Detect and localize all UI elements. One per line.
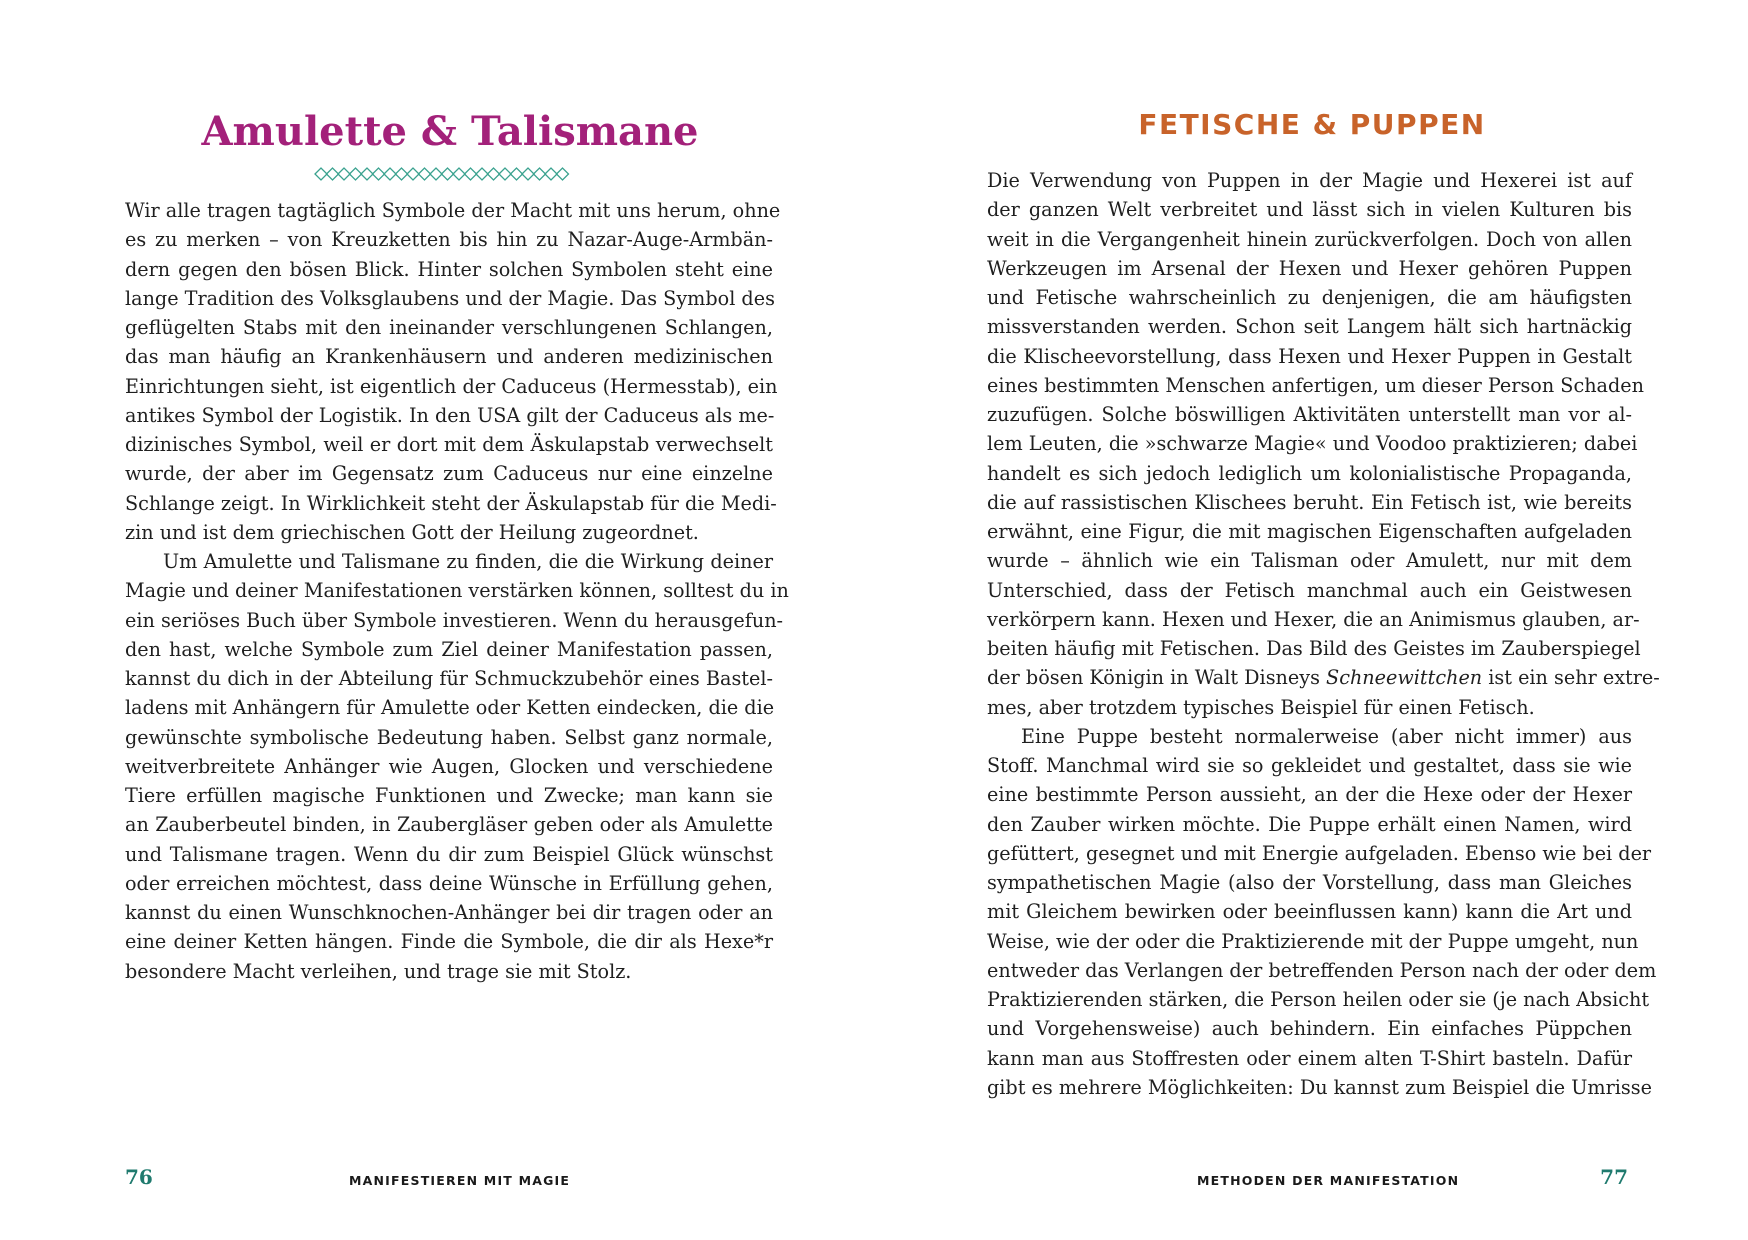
running-head-left: MANIFESTIEREN MIT MAGIE (349, 1173, 571, 1188)
text-line: weit in die Vergangenheit hinein zurückverfolgen. Doch von allen (987, 227, 1632, 251)
text-line: sympathetischen Magie (also der Vorstellung, dass man Gleiches (987, 871, 1632, 894)
ornament-diamond (465, 168, 477, 180)
ornament-diamond (522, 168, 534, 180)
body-text-left (125, 196, 789, 986)
ornament-diamond (384, 168, 396, 180)
text-line: Um Amulette und Talismane zu finden, die die Wirkung deiner (163, 550, 773, 573)
text-line: das man häufig an Krankenhäusern und anderen medizinischen (125, 345, 773, 369)
text-line: oder erreichen möchtest, dass deine Wünsche in Erfüllung gehen, (125, 871, 773, 895)
ornament-diamond (361, 168, 373, 180)
text-line: an Zauberbeutel binden, in Zaubergläser geben oder als Amulette (125, 813, 773, 837)
text-line: geflügelten Stabs mit den ineinander verschlungenen Schlangen, (125, 316, 773, 339)
text-line: und Fetische wahrscheinlich zu denjenigen, die am häufigsten (987, 286, 1632, 309)
text-fragment: der bösen Königin in Walt Disneys (987, 666, 1327, 690)
text-line: die Klischeevorstellung, dass Hexen und Hexer Puppen in Gestalt (987, 344, 1632, 368)
text-line: mit Gleichem bewirken oder beeinflussen kann) kann die Art und (987, 900, 1632, 924)
text-line: wurde – ähnlich wie ein Talisman oder Amulett, nur mit dem (987, 549, 1632, 573)
text-line: zuzufügen. Solche böswilligen Aktivitäten unterstellt man vor al- (987, 403, 1632, 426)
text-line: zin und ist dem griechischen Gott der Heilung zugeordnet. (125, 520, 699, 544)
text-line: kann man aus Stoffresten oder einem alten T-Shirt basteln. Dafür (987, 1046, 1632, 1070)
text-fragment: ist ein sehr extre- (1482, 666, 1660, 690)
page-title-left: Amulette & Talismane (201, 108, 699, 155)
text-line: entweder das Verlangen der betreffenden Person nach der oder dem (987, 958, 1657, 982)
text-line: Tiere erfüllen magische Funktionen und Zwecke; man kann sie (125, 784, 773, 807)
text-line: dizinisches Symbol, weil er dort mit dem Äskulapstab verwechselt (125, 433, 773, 456)
text-line: missverstanden werden. Schon seit Langem hält sich hartnäckig (987, 315, 1632, 339)
ornament-diamond (511, 168, 523, 180)
text-line (987, 663, 1660, 692)
ornament-diamond (407, 168, 419, 180)
text-line: Magie und deiner Manifestationen verstärken können, solltest du in (125, 579, 789, 603)
text-line: Weise, wie der oder die Praktizierende mit der Puppe umgeht, nun (987, 929, 1639, 953)
text-line: Wir alle tragen tagtäglich Symbole der Macht mit uns herum, ohne (125, 199, 781, 222)
text-line: antikes Symbol der Logistik. In den USA gilt der Caduceus als me- (125, 403, 775, 427)
paragraph-2 (125, 547, 789, 986)
text-line: eine bestimmte Person aussieht, an der die Hexe oder der Hexer (987, 783, 1632, 807)
text-line: Praktizierenden stärken, die Person heilen oder sie (je nach Absicht (987, 988, 1650, 1011)
text-line: und Talismane tragen. Wenn du dir zum Beispiel Glück wünschst (125, 842, 773, 866)
ornament-diamond (430, 168, 442, 180)
text-line: gibt es mehrere Möglichkeiten: Du kannst zum Beispiel die Umrisse (987, 1075, 1652, 1099)
text-line: den hast, welche Symbole zum Ziel deiner Manifestation passen, (125, 637, 773, 661)
text-line: verkörpern kann. Hexen und Hexer, die an Animismus glauben, ar- (987, 607, 1640, 631)
page-number-left: 76 (125, 1165, 153, 1189)
paragraph-1 (987, 166, 1660, 722)
ornament-diamond (327, 168, 339, 180)
text-line: Einrichtungen sieht, ist eigentlich der Caduceus (Hermesstab), ein (125, 374, 778, 398)
text-line: beiten häufig mit Fetischen. Das Bild des Geistes im Zauberspiegel (987, 637, 1641, 660)
book-title: Schneewittchen (1326, 666, 1483, 690)
text-line: gewünschte symbolische Bedeutung haben. Selbst ganz normale, (125, 725, 773, 749)
page-title-right: FETISCHE & PUPPEN (1138, 108, 1486, 141)
paragraph-2 (987, 722, 1657, 1102)
text-line: es zu merken – von Kreuzketten bis hin zu Nazar-Auge-Armbän- (125, 228, 773, 252)
text-line: wurde, der aber im Gegensatz zum Caduceus nur eine einzelne (125, 462, 773, 486)
page-number-right: 77 (1600, 1165, 1628, 1189)
text-line: die auf rassistischen Klischees beruht. Ein Fetisch ist, wie bereits (987, 490, 1632, 514)
text-line: weitverbreitete Anhänger wie Augen, Glocken und verschiedene (125, 754, 773, 778)
ornament-diamond (350, 168, 362, 180)
text-line: handelt es sich jedoch lediglich um kolonialistische Propaganda, (987, 461, 1632, 485)
ornament-diamond (315, 168, 327, 180)
ornament-diamond (338, 168, 350, 180)
text-line: dern gegen den bösen Blick. Hinter solchen Symbolen steht eine (125, 257, 773, 281)
ornament-diamond (545, 168, 557, 180)
text-line: ein seriöses Buch über Symbole investieren. Wenn du herausgefun- (125, 608, 784, 632)
text-line: und Vorgehensweise) auch behindern. Ein einfaches Püppchen (987, 1017, 1632, 1041)
text-line: der ganzen Welt verbreitet und lässt sich in vielen Kulturen bis (987, 198, 1632, 222)
text-line: erwähnt, eine Figur, die mit magischen Eigenschaften aufgeladen (987, 520, 1632, 543)
running-head-right: METHODEN DER MANIFESTATION (1197, 1173, 1460, 1188)
text-line: lange Tradition des Volksglaubens und der Magie. Das Symbol des (125, 286, 775, 310)
text-line: mes, aber trotzdem typisches Beispiel für einen Fetisch. (987, 695, 1535, 719)
text-line: besondere Macht verleihen, und trage sie mit Stolz. (125, 959, 632, 983)
text-line: Stoff. Manchmal wird sie so gekleidet und gestaltet, dass sie wie (987, 754, 1632, 777)
text-line: Werkzeugen im Arsenal der Hexen und Hexer gehören Puppen (987, 256, 1632, 280)
ornament-diamond (373, 168, 385, 180)
ornament-diamond (442, 168, 454, 180)
ornament-diamond (476, 168, 488, 180)
text-line: Eine Puppe besteht normalerweise (aber nicht immer) aus (1021, 724, 1632, 748)
ornament-diamond (534, 168, 546, 180)
ornament-diamond (453, 168, 465, 180)
text-line: ladens mit Anhängern für Amulette oder Ketten eindecken, die die (125, 696, 775, 720)
text-line: kannst du dich in der Abteilung für Schmuckzubehör eines Bastel- (125, 667, 773, 690)
text-line: Unterschied, dass der Fetisch manchmal auch ein Geistwesen (987, 578, 1632, 602)
text-line: eines bestimmten Menschen anfertigen, um dieser Person Schaden (987, 373, 1644, 397)
text-line: den Zauber wirken möchte. Die Puppe erhält einen Namen, wird (987, 812, 1632, 836)
text-line: kannst du einen Wunschknochen-Anhänger bei dir tragen oder an (125, 901, 773, 924)
ornament-diamond (499, 168, 511, 180)
body-text-right (987, 166, 1660, 1102)
text-line: Die Verwendung von Puppen in der Magie und Hexerei ist auf (987, 169, 1632, 192)
paragraph-1 (125, 196, 781, 547)
diamond-chain-ornament (312, 166, 582, 182)
text-line: gefüttert, gesegnet und mit Energie aufgeladen. Ebenso wie bei der (987, 841, 1652, 865)
text-line: eine deiner Ketten hängen. Finde die Symbole, die dir als Hexe*r (125, 930, 773, 954)
ornament-diamond (557, 168, 569, 180)
ornament-diamond (419, 168, 431, 180)
right-page (874, 0, 1748, 1240)
ornament-diamond (396, 168, 408, 180)
text-line: Schlange zeigt. In Wirklichkeit steht der Äskulapstab für die Medi- (125, 491, 777, 515)
text-line: lem Leuten, die »schwarze Magie« und Voodoo praktizieren; dabei (987, 432, 1638, 456)
ornament-diamond (488, 168, 500, 180)
